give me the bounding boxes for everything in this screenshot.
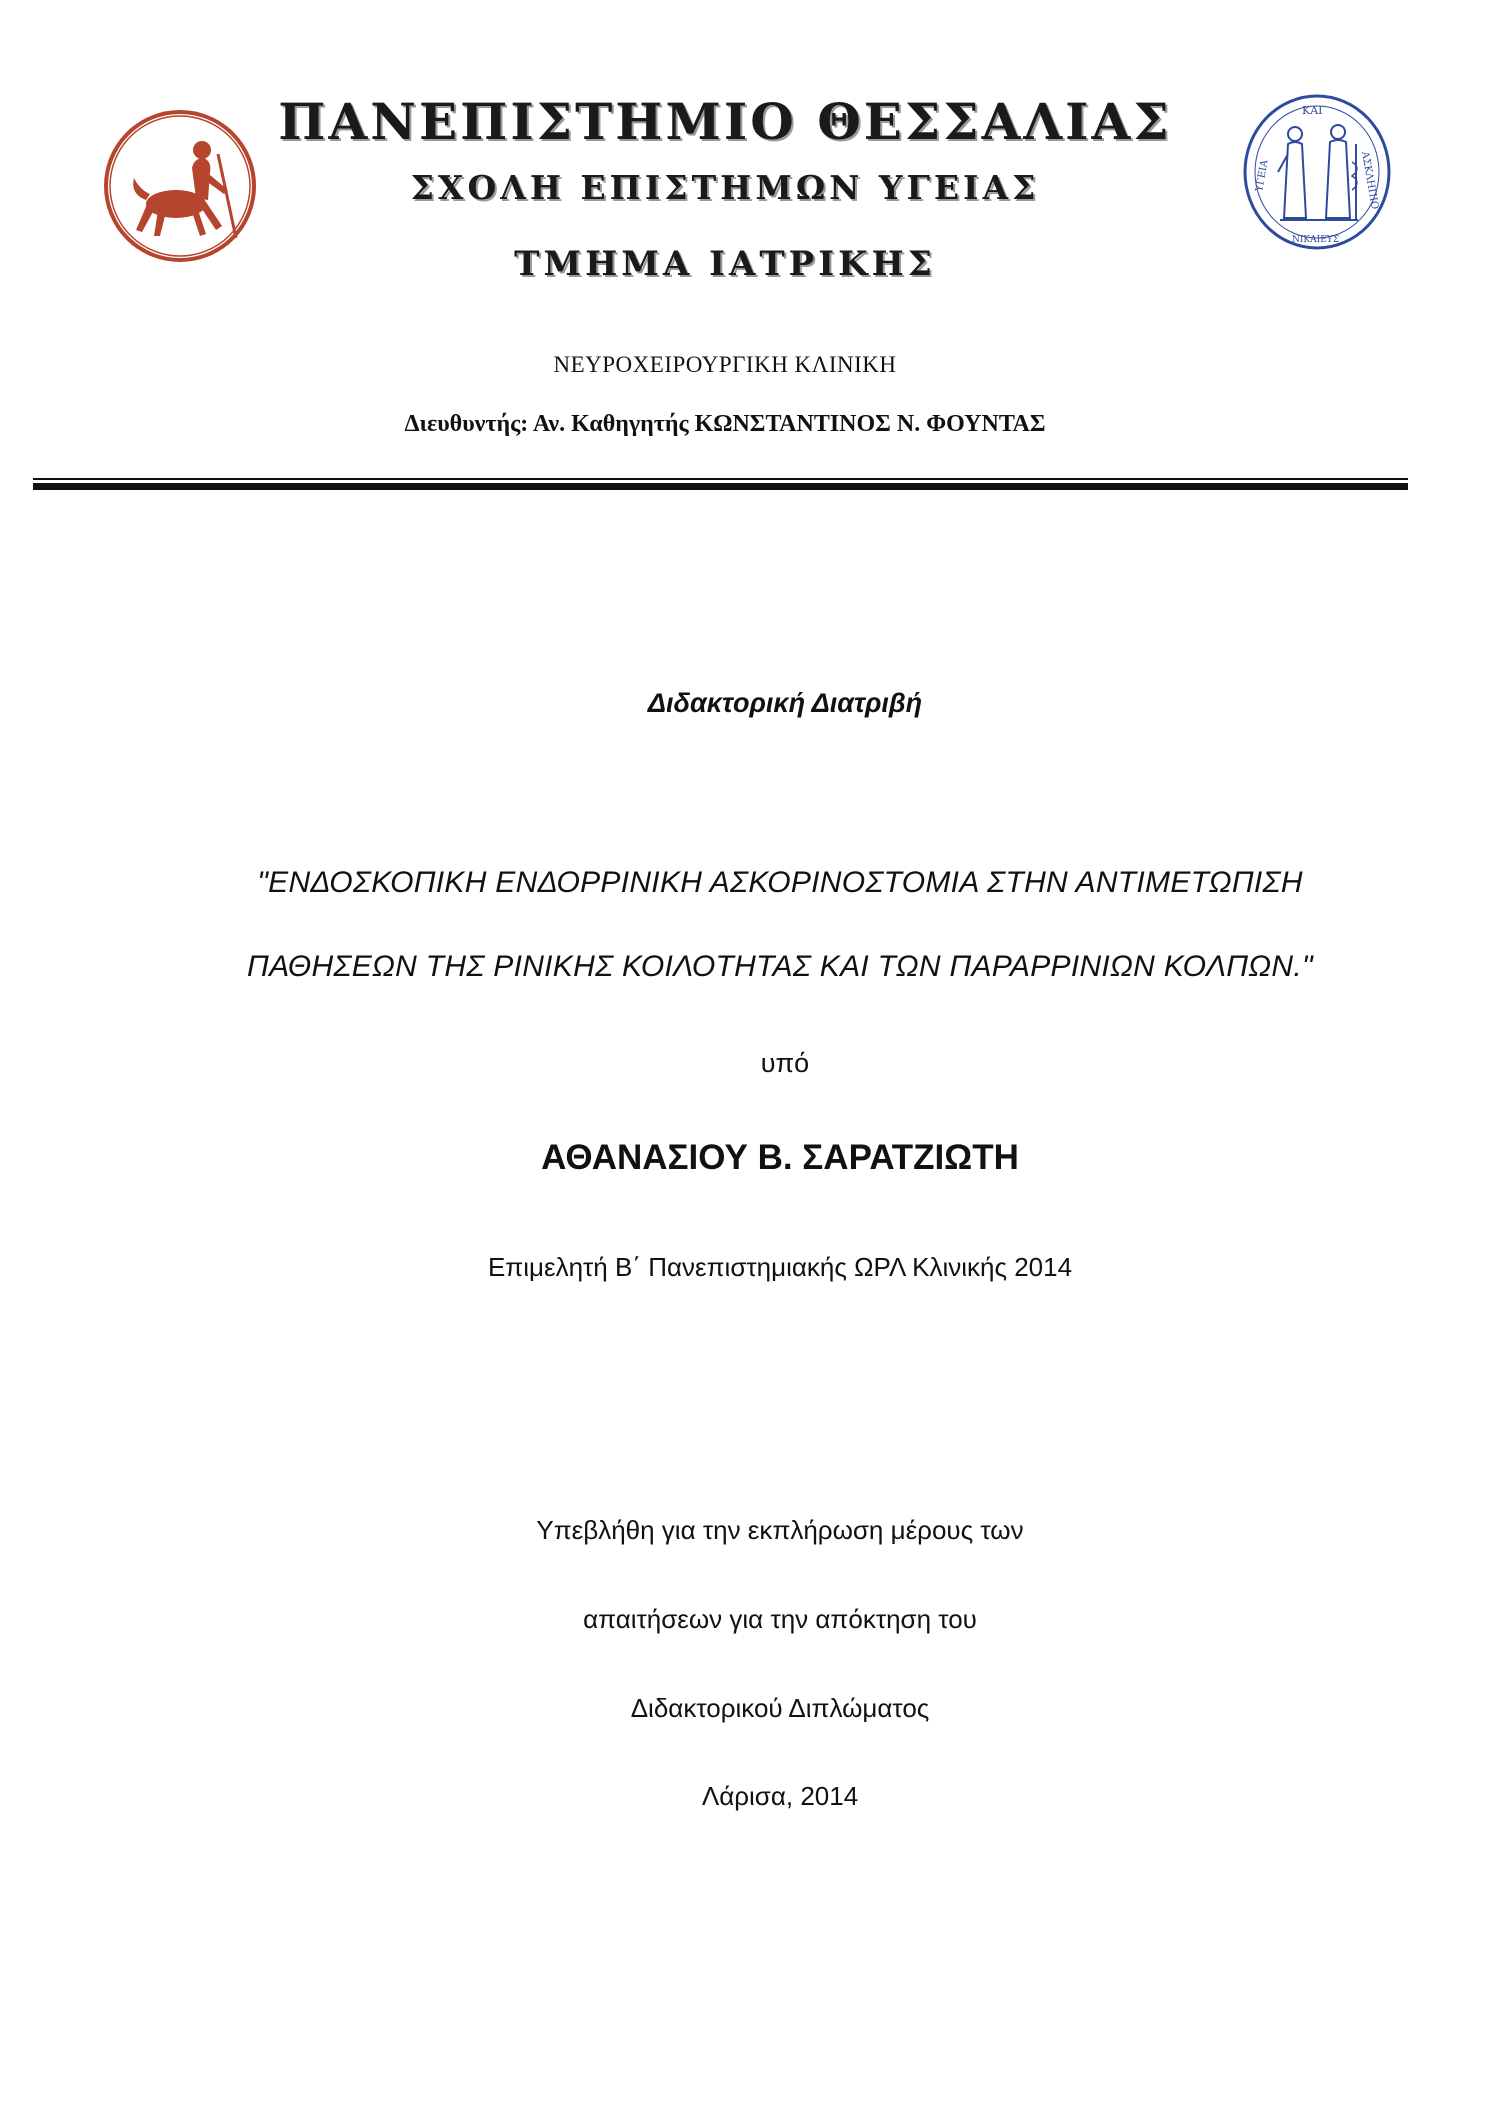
- clinic-name: ΝΕΥΡΟΧΕΙΡΟΥΡΓΙΚΗ ΚΛΙΝΙΚΗ: [553, 352, 897, 377]
- author-role: Επιμελητή Β΄ Πανεπιστημιακής ΩΡΛ Κλινικής 2014: [487, 1252, 1073, 1282]
- thesis-title-line-2: ΠΑΘΗΣΕΩΝ ΤΗΣ ΡΙΝΙΚΗΣ ΚΟΙΛΟΤΗΤΑΣ ΚΑΙ ΤΩΝ ΠΑΡΑΡΡΙΝΙΩΝ ΚΟΛΠΩΝ.": [247, 950, 1313, 983]
- header-divider-thick: [33, 483, 1408, 490]
- author-name: ΑΘΑΝΑΣΙΟΥ Β. ΣΑΡΑΤΖΙΩΤΗ: [541, 1138, 1019, 1177]
- place-and-year: Λάρισα, 2014: [701, 1781, 859, 1811]
- university-title: ΠΑΝΕΠΙΣΤΗΜΙΟ ΘΕΣΣΑΛΙΑΣ: [278, 92, 1172, 151]
- submission-line-3: Διδακτορικού Διπλώματος: [630, 1693, 930, 1723]
- seal-text-asklipio: ΑΣΚΛΗΠΙΟ: [1359, 150, 1381, 211]
- clinic-director: Διευθυντής: Αν. Καθηγητής ΚΩΝΣΤΑΝΤΙΝΟΣ Ν. ΦΟΥΝΤΑΣ: [404, 411, 1046, 437]
- thesis-type: Διδακτορική Διατριβή: [647, 688, 923, 718]
- centaur-seal-icon: [100, 106, 260, 266]
- thesis-title-line-1: "ΕΝΔΟΣΚΟΠΙΚΗ ΕΝΔΟΡΡΙΝΙΚΗ ΑΣΚΟΡΙΝΟΣΤΟΜΙΑ ΣΤΗΝ ΑΝΤΙΜΕΤΩΠΙΣΗ: [257, 866, 1303, 899]
- department-title: ΤΜΗΜΑ ΙΑΤΡΙΚΗΣ: [514, 244, 936, 284]
- by-label: υπό: [760, 1048, 810, 1078]
- seal-text-nikaieys: ΝΙΚΑΙΕΥΣ: [1292, 235, 1340, 245]
- medical-school-seal-icon: [1240, 92, 1395, 252]
- submission-line-1: Υπεβλήθη για την εκπλήρωση μέρους των: [536, 1515, 1024, 1545]
- seal-text-ygeia: ΥΓΕΙΑ: [1254, 159, 1271, 193]
- seal-text-kai: ΚΑΙ: [1302, 104, 1323, 117]
- header-divider-thin: [33, 478, 1408, 480]
- submission-line-2: απαιτήσεων για την απόκτηση του: [583, 1604, 977, 1634]
- school-title: ΣΧΟΛΗ ΕΠΙΣΤΗΜΩΝ ΥΓΕΙΑΣ: [410, 168, 1040, 207]
